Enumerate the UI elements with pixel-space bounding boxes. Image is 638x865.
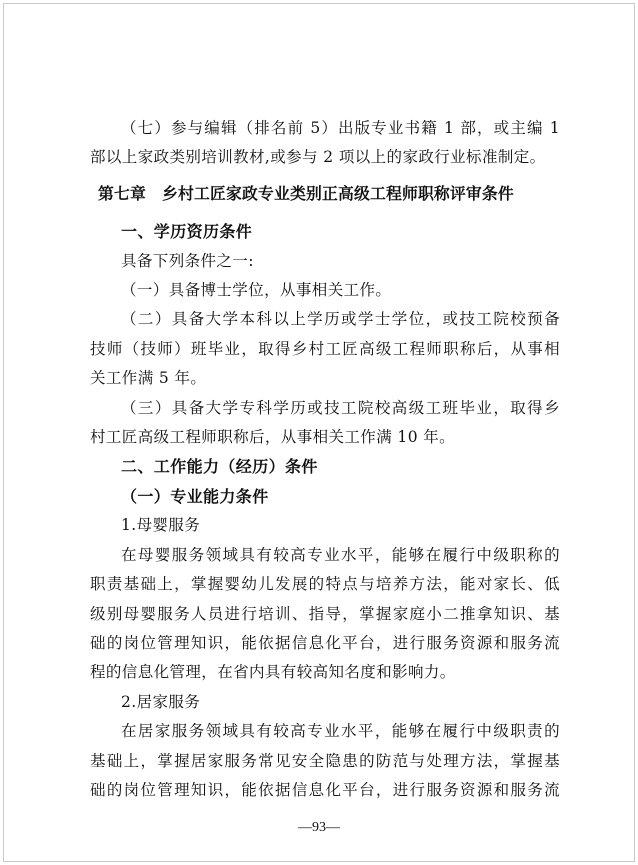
paragraph-line: 村工匠高级工程师职称后，从事相关工作满 10 年。: [90, 428, 456, 447]
subsection-heading: （一）专业能力条件: [121, 486, 269, 506]
paragraph-line: 础的岗位管理知识，能依据信息化平台，进行服务资源和服务流: [90, 780, 560, 799]
item-heading: 2.居家服务: [121, 692, 201, 711]
paragraph-line: 职责基础上，掌握婴幼儿发展的特点与培养方法，能对家长、低: [90, 575, 560, 594]
page-body: [90, 114, 560, 805]
page-number: —93—: [298, 820, 340, 835]
section-heading: 二、工作能力（经历）条件: [121, 457, 318, 477]
list-item: （二）具备大学本科以上学历或学士学位，或技工院校预备: [121, 310, 560, 329]
paragraph-line: 在居家服务领域具有较高专业水平，能够在履行中级职责的: [121, 722, 560, 741]
paragraph-line: 级别母婴服务人员进行培训、指导，掌握家庭小二推拿知识、基: [90, 604, 560, 623]
paragraph-line: 关工作满 5 年。: [90, 369, 207, 388]
paragraph-line: 基础上，掌握居家服务常见安全隐患的防范与处理方法，掌握基: [90, 751, 560, 770]
paragraph-line: 具备下列条件之一:: [121, 251, 254, 270]
list-item: （三）具备大学专科学历或技工院校高级工班毕业，取得乡: [121, 398, 560, 417]
paragraph-line: （七）参与编辑（排名前 5）出版专业书籍 1 部，或主编 1: [121, 119, 560, 137]
paragraph-line: 部以上家政类别培训教材,或参与 2 项以上的家政行业标准制定。: [90, 148, 546, 167]
paragraph-line: 程的信息化管理，在省内具有较高知名度和影响力。: [90, 663, 456, 682]
list-item: （一）具备博士学位，从事相关工作。: [121, 281, 392, 300]
paragraph-line: 在母婴服务领域具有较高专业水平，能够在履行中级职称的: [121, 545, 560, 564]
item-heading: 1.母婴服务: [121, 516, 201, 535]
section-heading: 一、学历资历条件: [121, 222, 253, 242]
chapter-title: 第七章 乡村工匠家政专业类别正高级工程师职称评审条件: [98, 183, 514, 203]
paragraph-line: 础的岗位管理知识，能依据信息化平台，进行服务资源和服务流: [90, 633, 560, 652]
paragraph-line: 技师（技师）班毕业，取得乡村工匠高级工程师职称后，从事相: [90, 339, 560, 358]
